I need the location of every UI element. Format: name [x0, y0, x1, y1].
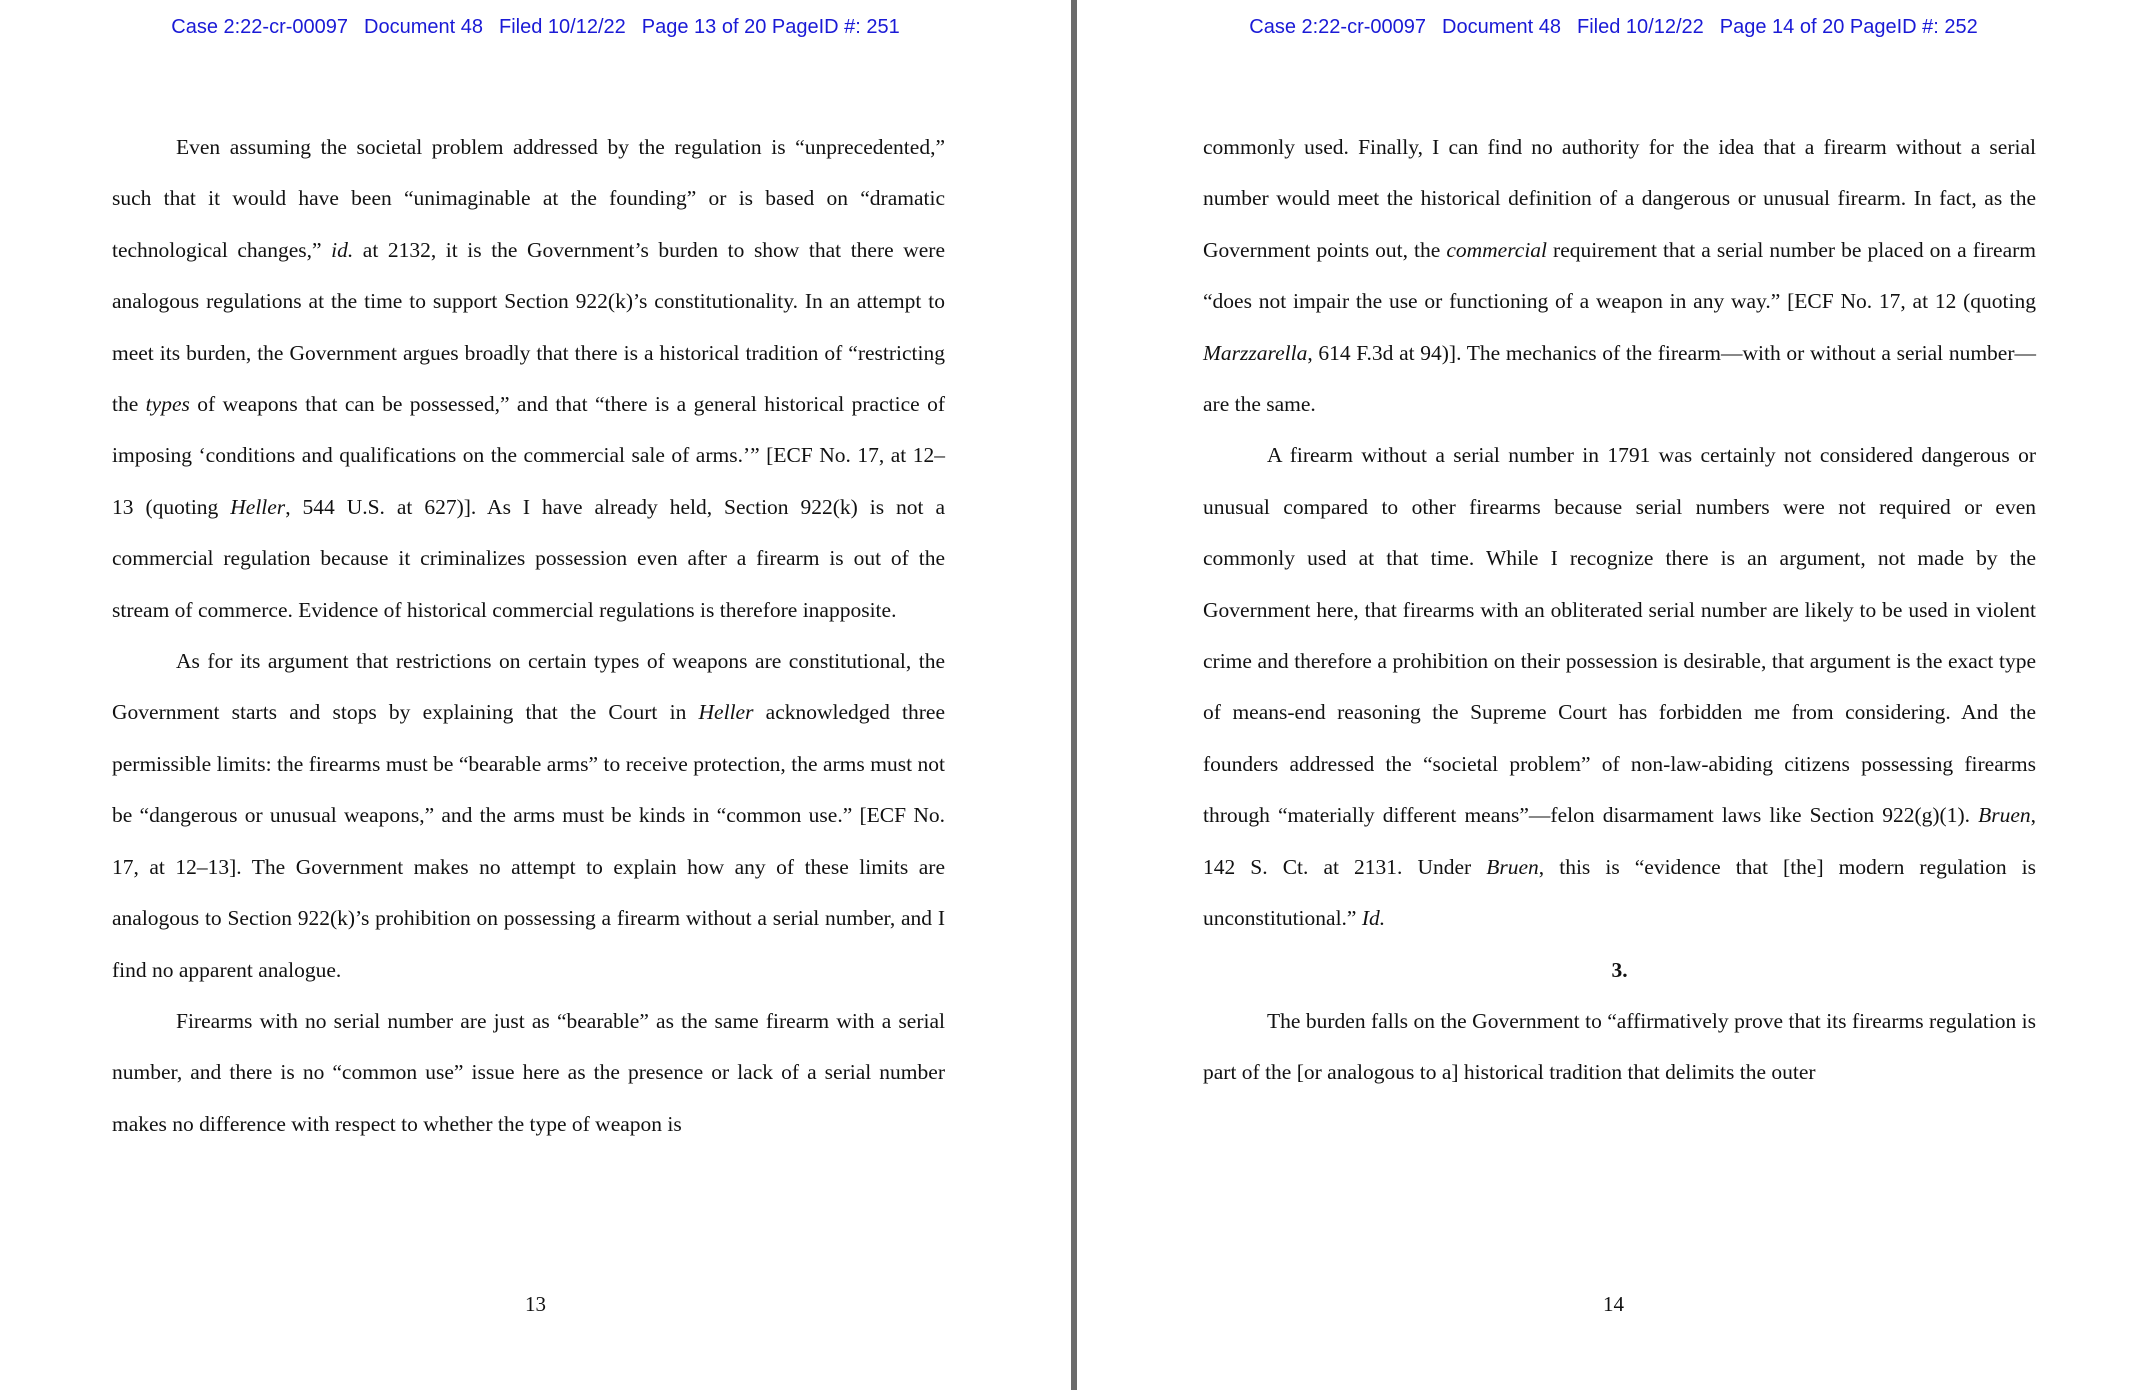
- page-header: [1077, 16, 2150, 39]
- filed-date: Filed 10/12/22: [1577, 16, 1704, 38]
- paragraph: The burden falls on the Government to “affirmatively prove that its firearms regulation is part of the [or analogous to a] historical tradition that delimits the outer: [1203, 1008, 2036, 1085]
- page-number: 13: [525, 1292, 546, 1316]
- page-header: [0, 16, 1071, 39]
- case-number: Case 2:22-cr-00097: [171, 16, 349, 38]
- paragraph: Even assuming the societal problem addressed by the regulation is “unprecedented,” such that it would have been “unimaginable at the founding” or is based on “dramatic technological changes,” id. at 2132, it is the Government’s burden to show that there were analogous regulations at the time to support Section 922(k)’s constitutionality. In an attempt to meet its burden, the Government argues broadly that there is a historical tradition of “restricting the types of weapons that can be possessed,” and that “there is a general historical practice of imposing ‘conditions and qualifications on the commercial sale of arms.’” [ECF No. 17, at 12–13 (quoting Heller, 544 U.S. at 627)]. As I have already held, Section 922(k) is not a commercial regulation because it criminalizes possession even after a firearm is out of the stream of commerce. Evidence of historical commercial regulations is therefore inapposite.: [112, 135, 945, 622]
- document-page-14: [1077, 0, 2150, 1390]
- page-body: [112, 122, 945, 1150]
- paragraph: A firearm without a serial number in 1791 was certainly not considered dangerous or unusual compared to other firearms because serial numbers were not required or even commonly used at that time. While I recognize there is an argument, not made by the Government here, that firearms with an obliterated serial number are likely to be used in violent crime and therefore a prohibition on their possession is desirable, that argument is the exact type of means-end reasoning the Supreme Court has forbidden me from considering. And the founders addressed the “societal problem” of non-law-abiding citizens possessing firearms through “materially different means”—felon disarmament laws like Section 922(g)(1). Bruen, 142 S. Ct. at 2131. Under Bruen, this is “evidence that [the] modern regulation is unconstitutional.” Id.: [1203, 443, 2036, 931]
- page-number: 14: [1603, 1292, 1624, 1316]
- paragraph: Firearms with no serial number are just as “bearable” as the same firearm with a serial number, and there is no “common use” issue here as the presence or lack of a serial number makes no difference with respect to whether the type of weapon is: [112, 1008, 945, 1136]
- filed-date: Filed 10/12/22: [499, 16, 626, 38]
- case-number: Case 2:22-cr-00097: [1249, 16, 1427, 38]
- document-number: Document 48: [364, 16, 483, 38]
- document-page-13: [0, 0, 1071, 1390]
- page-id: Page 13 of 20 PageID #: 251: [641, 16, 900, 38]
- section-heading: 3.: [1611, 957, 1628, 982]
- paragraph: As for its argument that restrictions on certain types of weapons are constitutional, the Government starts and stops by explaining that the Court in Heller acknowledged three permissible limits: the firearms must be “bearable arms” to receive protection, the arms must not be “dangerous or unusual weapons,” and the arms must be kinds in “common use.” [ECF No. 17, at 12–13]. The Government makes no attempt to explain how any of these limits are analogous to Section 922(k)’s prohibition on possessing a firearm without a serial number, and I find no apparent analogue.: [112, 649, 946, 982]
- page-id: Page 14 of 20 PageID #: 252: [1719, 16, 1978, 38]
- page-body: [1203, 122, 2036, 1099]
- paragraph: commonly used. Finally, I can find no authority for the idea that a firearm without a serial number would meet the historical definition of a dangerous or unusual firearm. In fact, as the Government points out, the commercial requirement that a serial number be placed on a firearm “does not impair the use or functioning of a weapon in any way.” [ECF No. 17, at 12 (quoting Marzzarella, 614 F.3d at 94)]. The mechanics of the firearm—with or without a serial number—are the same.: [1203, 135, 2036, 417]
- document-number: Document 48: [1442, 16, 1561, 38]
